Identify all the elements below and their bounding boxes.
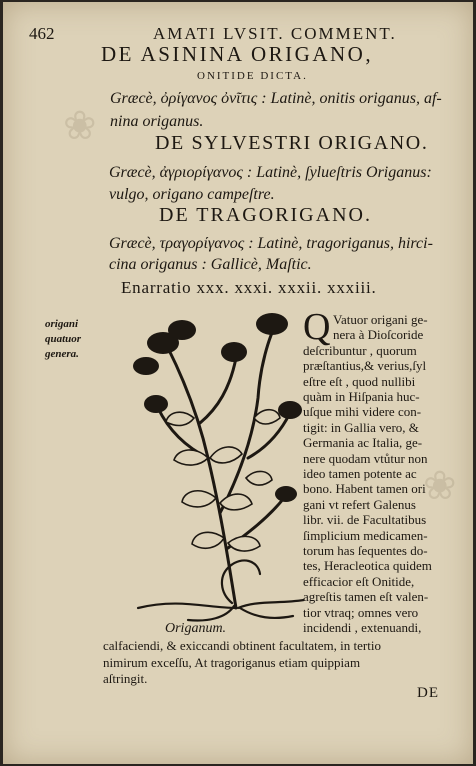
- heading-tragorigano: DE TRAGORIGANO.: [159, 204, 372, 226]
- body-text-line: calfaciendi, & exiccandi obtinent facultatem, in tertio: [103, 638, 381, 653]
- greek-latin-line: cina origanus : Gallicè, Maſtic.: [109, 256, 312, 273]
- greek-latin-line: vulgo, origano campeſtre.: [109, 186, 275, 203]
- body-text-line: nimirum exceſſu, At tragoriganus etiam quippiam: [103, 654, 361, 670]
- body-text-line: præſtantius,& verius,ſyl: [303, 358, 427, 374]
- body-text-line: eſtre eſt , quod nullibi: [303, 373, 416, 389]
- body-text-line: Germania ac Italia, ge-: [303, 435, 423, 451]
- greek-latin-line: Græcè, τραγορίγανος : Latinè, tragoriganus, hirci-: [109, 235, 433, 252]
- drop-cap: Q: [303, 306, 331, 348]
- body-text-line: quàm in Hiſpania huc-: [303, 389, 420, 404]
- body-text-line: ſimplicium medicamen-: [303, 527, 428, 543]
- body-text-line: ideo tamen potente ac: [303, 466, 417, 481]
- body-text-line: aſtringit.: [103, 671, 148, 686]
- body-text-line: torum has ſequentes do-: [303, 543, 428, 558]
- marginal-note-line: origani: [45, 318, 79, 330]
- body-text-line: uſque mihi videre con-: [303, 404, 422, 420]
- body-text-line: bono. Habent tamen ori: [303, 481, 426, 497]
- heading-subtitle: ONITIDE DICTA.: [197, 70, 308, 82]
- illustration-caption: Origanum.: [165, 621, 227, 636]
- body-text-line: nere quodam vtůtur non: [303, 450, 428, 466]
- body-text-line: deſcribuntur , quorum: [303, 342, 417, 358]
- greek-latin-line: Græcè, ἀγριορίγανος : Latinè, ſylueſtris Origanus:: [109, 164, 432, 181]
- body-text-line: libr. vii. de Facultatibus: [303, 512, 427, 528]
- body-text-line: tior vtraq; omnes vero: [303, 604, 419, 620]
- body-text-line: gani vt refert Galenus: [303, 496, 416, 512]
- marginal-note-line: quatuor: [45, 333, 82, 345]
- greek-latin-line: Græcè, ὀρίγανος ὀνῖτις : Latinè, onitis origanus, af-: [110, 90, 442, 107]
- heading-sylvestri-origano: DE SYLVESTRI ORIGANO.: [155, 132, 429, 154]
- marginal-note-line: genera.: [45, 348, 79, 360]
- greek-latin-line: nina origanus.: [110, 113, 204, 130]
- body-text-line: Vatuor origani ge-: [333, 312, 428, 327]
- body-text-line: nera à Dioſcoride: [333, 327, 424, 343]
- bleed-through: ❀: [423, 463, 457, 508]
- page-number: 462: [29, 24, 55, 43]
- bleed-through: ❀: [63, 103, 97, 148]
- enarratio-heading: Enarratio xxx. xxxi. xxxii. xxxiii.: [121, 278, 377, 297]
- body-text-line: tigit: in Gallia vero, &: [303, 419, 419, 435]
- heading-asinina-origano: DE ASININA ORIGANO,: [101, 42, 374, 66]
- book-page: [3, 2, 473, 764]
- body-text-line: efficacior eſt Onitide,: [303, 573, 415, 589]
- body-text-line: incidendi , extenuandi,: [303, 620, 422, 635]
- catchword: DE: [417, 685, 439, 701]
- body-text-line: tes, Heracleotica quidem: [303, 558, 432, 574]
- body-text-line: agreſtis tamen eſt valen-: [303, 589, 429, 605]
- running-head: AMATI LVSIT. COMMENT.: [153, 24, 397, 43]
- origanum-woodcut-illustration: [108, 308, 304, 626]
